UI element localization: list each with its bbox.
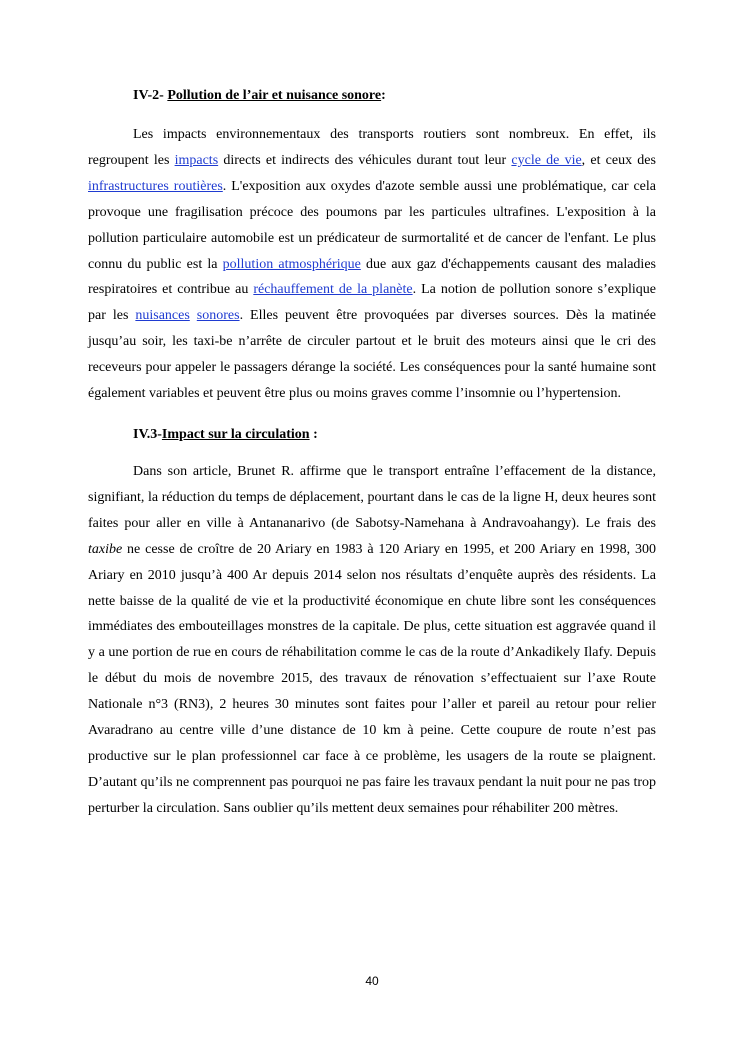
text-run: . L'exposition aux oxydes d'azote semble aussi une problématique, car cela provoque une fragilisation précoce des poumons par les particules ultrafines. L'exposition à la pollution particulaire automobile est un prédicateur de surmortalité et de cancer de l'enfant. Le plus connu du public est la — [88, 178, 657, 272]
link-sonores[interactable]: sonores — [196, 308, 240, 324]
page-number: 40 — [365, 974, 379, 988]
text-run: Les impacts environnementaux des transports routiers sont nombreux. En effet, ils regroupent les — [88, 127, 656, 168]
section-title: Pollution de l’air et nuisance sonore — [167, 88, 382, 103]
link-infrastructures-routieres[interactable]: infrastructures routières — [88, 178, 223, 194]
section-colon: : — [309, 426, 318, 442]
link-nuisances[interactable]: nuisances — [135, 308, 190, 324]
italic-taxibe: taxibe — [88, 541, 123, 557]
link-impacts[interactable]: impacts — [174, 152, 219, 168]
text-run: . Elles peuvent être provoquées par diverses sources. Dès la matinée jusqu’au soir, les taxi-be n’arrête de circuler partout et le bruit des moteurs ainsi que le cri des receveurs pour appeler le passagers dérange la société. Les conséquences pour la santé humaine sont également variables et peuvent être plus ou moins graves comme l’insomnie ou l’hypertension. — [88, 308, 656, 402]
text-run: directs et indirects des véhicules durant tout leur — [218, 152, 512, 168]
section-heading-circulation — [88, 425, 656, 445]
paragraph-circulation — [88, 459, 656, 822]
text-run: . La notion de pollution sonore s’explique par les — [88, 282, 656, 324]
text-run: ne cesse de croître de 20 Ariary en 1983 à 120 Ariary en 1995, et 200 Ariary en 1998, 300 Ariary en 2010 jusqu’à 400 Ar depuis 2014 selon nos résultats d’enquête auprès des résidents. La nette baisse de la qualité de vie et la productivité économique en chute libre sont les conséquences immédiates des embouteillages monstres de la capitale. De plus, cette situation est aggravée quand il y a une portion de rue en cours de réhabilitation comme le cas de la route d’Ankadikely Ilafy. Depuis le début du mois de novembre 2015, des travaux de rénovation s’effectuaient sur l’axe Route Nationale n°3 (RN3), 2 heures 30 minutes sont faites pour l’aller et pareil au retour pour relier Avaradrano au centre ville d’une distance de 10 km à peine. Cette coupure de route n’est pas productive sur le plan professionnel car face à ce problème, les usagers de la route se plaignent. D’autant qu’ils ne comprennent pas pourquoi ne pas faire les travaux pendant la nuit pour ne pas trop perturber la circulation. Sans oublier qu’ils mettent deux semaines pour réhabiliter 200 mètres. — [88, 541, 656, 816]
link-cycle-de-vie[interactable]: cycle de vie — [511, 152, 582, 168]
section-number: IV.3- — [133, 426, 162, 442]
section-title: Impact sur la circulation — [161, 426, 310, 442]
link-rechauffement-planete[interactable]: réchauffement de la planète — [253, 282, 413, 298]
text-run: , et ceux des — [581, 152, 656, 168]
text-run: Dans son article, Brunet R. affirme que le transport entraîne l’effacement de la distance, signifiant, la réduction du temps de déplacement, pourtant dans le cas de la ligne H, deux heures sont faites pour aller en ville à Antananarivo (de Sabotsy-Namehana à Andravoahangy). Le frais des — [88, 463, 656, 531]
section-colon: : — [381, 88, 386, 103]
text-run — [190, 308, 197, 323]
text-run: due aux gaz d'échappements causant des maladies respiratoires et contribue au — [88, 256, 656, 298]
page-content — [88, 86, 656, 822]
section-heading-pollution — [88, 86, 656, 106]
link-pollution-atmospherique[interactable]: pollution atmosphérique — [222, 256, 361, 272]
paragraph-pollution — [88, 122, 656, 407]
section-number: IV-2- — [133, 88, 168, 103]
